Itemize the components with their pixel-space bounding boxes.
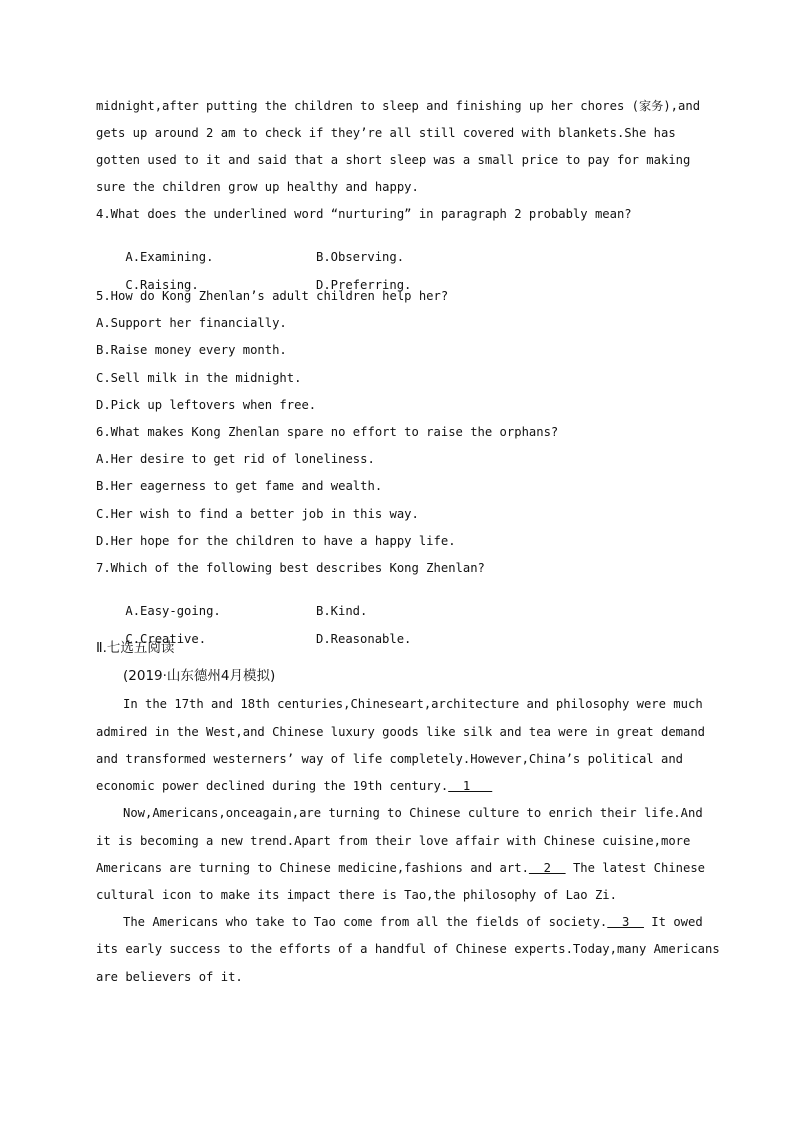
paragraph-2-text: The latest Chinese <box>565 861 706 875</box>
option-c: C.Sell milk in the midnight. <box>96 371 302 385</box>
section-heading: Ⅱ.七选五阅读 <box>96 640 175 656</box>
question-5-stem: 5.How do Kong Zhenlan’s adult children help her? <box>96 289 449 303</box>
option-d: D.Reasonable. <box>316 632 412 646</box>
option-a: A.Examining. <box>125 250 214 264</box>
paragraph-3-line <box>123 914 703 930</box>
question-7-stem: 7.Which of the following best describes Kong Zhenlan? <box>96 561 485 575</box>
paragraph-2-line: it is becoming a new trend.Apart from their love affair with Chinese cuisine,more <box>96 834 691 848</box>
paragraph-2-text: Americans are turning to Chinese medicine,fashions and art. <box>96 861 529 875</box>
paragraph-3-text: It owed <box>643 915 703 929</box>
paragraph-3-line: are believers of it. <box>96 970 243 984</box>
option-d: D.Her hope for the children to have a happy life. <box>96 534 456 548</box>
blank-2[interactable]: 2 <box>528 861 566 875</box>
option-c: C.Creative. <box>125 632 207 646</box>
option-c: C.Raising. <box>125 278 199 292</box>
option-a: A.Her desire to get rid of loneliness. <box>96 452 375 466</box>
option-b: B.Raise money every month. <box>96 343 287 357</box>
question-4-stem: 4.What does the underlined word “nurturing” in paragraph 2 probably mean? <box>96 207 632 221</box>
blank-1[interactable]: 1 <box>448 779 493 793</box>
paragraph-1-line: admired in the West,and Chinese luxury goods like silk and tea were in great demand <box>96 725 706 739</box>
paragraph-2-line: Now,Americans,onceagain,are turning to Chinese culture to enrich their life.And <box>123 806 703 820</box>
passage-line: gotten used to it and said that a short sleep was a small price to pay for making <box>96 153 691 167</box>
passage-line: sure the children grow up healthy and happy. <box>96 180 419 194</box>
paragraph-2-line <box>96 860 705 876</box>
option-c: C.Her wish to find a better job in this way. <box>96 507 419 521</box>
option-d: D.Pick up leftovers when free. <box>96 398 317 412</box>
blank-3[interactable]: 3 <box>607 915 644 929</box>
paragraph-1-text: economic power declined during the 19th century. <box>96 779 449 793</box>
paragraph-1-line <box>96 778 492 794</box>
option-a: A.Support her financially. <box>96 316 287 330</box>
paragraph-3-text: The Americans who take to Tao come from all the fields of society. <box>123 915 608 929</box>
passage-line: midnight,after putting the children to sleep and finishing up her chores (家务),and <box>96 99 701 113</box>
paragraph-1-line: and transformed westerners’ way of life completely.However,China’s political and <box>96 752 683 766</box>
paragraph-1-line: In the 17th and 18th centuries,Chineseart,architecture and philosophy were much <box>123 697 703 711</box>
passage-line: gets up around 2 am to check if they’re all still covered with blankets.She has <box>96 126 676 140</box>
option-d: D.Preferring. <box>316 278 412 292</box>
question-6-stem: 6.What makes Kong Zhenlan spare no effort to raise the orphans? <box>96 425 559 439</box>
source-note: (2019·山东德州4月模拟) <box>123 668 276 684</box>
option-b: B.Observing. <box>316 250 405 264</box>
paragraph-2-line: cultural icon to make its impact there is Tao,the philosophy of Lao Zi. <box>96 888 617 902</box>
paragraph-3-line: its early success to the efforts of a handful of Chinese experts.Today,many Americans <box>96 942 720 956</box>
option-b: B.Her eagerness to get fame and wealth. <box>96 479 383 493</box>
option-a: A.Easy-going. <box>125 604 221 618</box>
option-b: B.Kind. <box>316 604 368 618</box>
